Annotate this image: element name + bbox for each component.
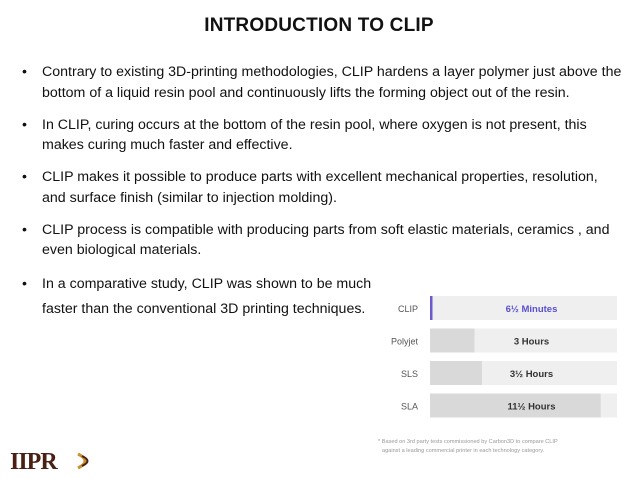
chart-footnote-line2: against a leading commercial printer in each technology category. [382,448,545,454]
value-label: 3½ Hours [509,369,554,380]
bar-clip [430,296,433,320]
comparison-bar-chart [372,292,622,462]
bullet-item [22,272,382,322]
logo-text: IIPR [10,449,57,474]
category-label: CLIP [397,304,418,314]
value-label: 3 Hours [513,336,550,348]
iipr-logo [8,448,98,474]
slide-title: INTRODUCTION TO CLIP [204,15,434,36]
bullet-dot: • [22,276,27,292]
bullet-text: In a comparative study, CLIP was shown to be much faster than the conventional 3D printing techniques. [42,276,372,317]
bullet-dot: • [22,221,27,238]
bullet-item [22,220,622,261]
category-label: Polyjet [390,336,418,347]
bullet-item [22,115,622,156]
bullet-item [22,167,622,208]
bullet-text: CLIP makes it possible to produce parts with excellent mechanical properties, resolution, and surface finish (similar to injection molding). [42,169,598,206]
bullet-dot: • [22,64,27,80]
bullet-text: CLIP process is compatible with producing parts from soft elastic materials, ceramics , and even biological materials. [42,221,610,258]
bar-polyjet [430,329,475,353]
bar-sls [430,361,482,385]
bullet-dot: • [22,116,27,133]
category-label: SLA [400,401,418,412]
chart-footnote-line1: * Based on 3rd party tests commissioned by Carbon3D to compare CLIP [378,439,558,445]
bullet-text: Contrary to existing 3D-printing methodologies, CLIP hardens a layer polymer just above the bottom of a liquid resin pool and continuously lifts the forming object out of the resin. [42,64,622,101]
bullet-dot: • [22,169,27,185]
value-label: 6½ Minutes [505,304,558,315]
bullet-item [22,62,622,103]
category-label: SLS [400,369,418,379]
bullet-text: In CLIP, curing occurs at the bottom of the resin pool, where oxygen is not present, this makes curing much faster and effective. [42,116,587,153]
value-label: 11½ Hours [507,401,556,413]
